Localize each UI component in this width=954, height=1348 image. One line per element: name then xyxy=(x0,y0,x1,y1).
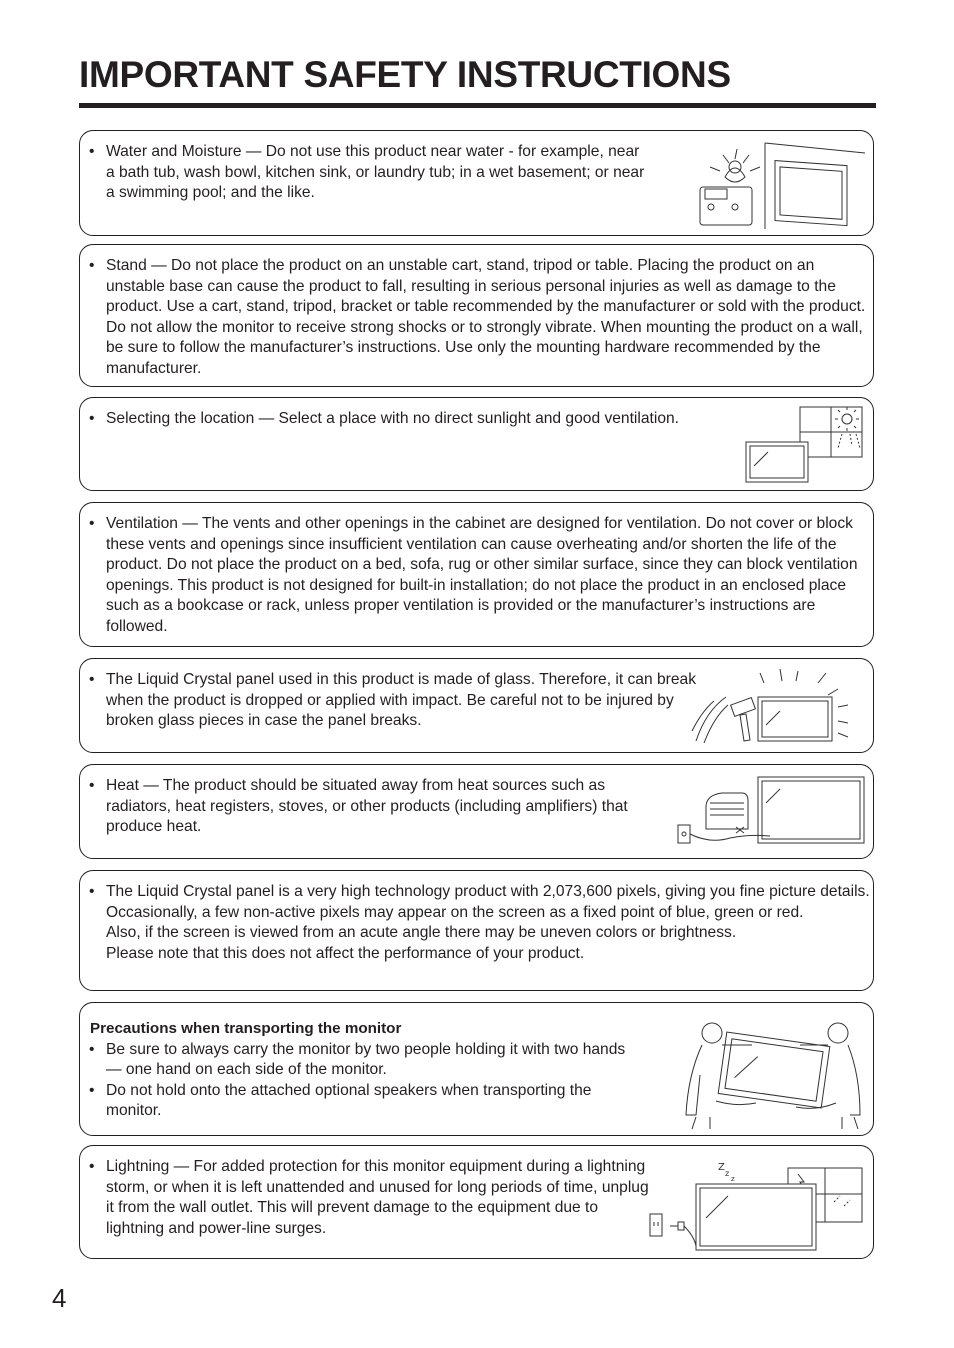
window-sunlight-icon xyxy=(744,406,866,484)
section-stand xyxy=(79,244,874,387)
transport-item-1: • Be sure to always carry the monitor by two people holding it with two hands — one hand on each side of the monitor. xyxy=(80,1040,640,1081)
section-transport xyxy=(79,1002,874,1136)
lightning-text: • Lightning — For added protection for this monitor equipment during a lightning storm, or when it is left unattended and unused for long periods of time, unplug it from the wall outlet. This will prevent damage to the equipment due to lightning and power-line surges. xyxy=(80,1157,655,1239)
section-pixels xyxy=(79,870,874,991)
pixels-line-2: Occasionally, a few non-active pixels may appear on the screen as a fixed point of blue, green or red. xyxy=(106,903,804,921)
water-splash-icon xyxy=(695,137,865,229)
svg-text:Z: Z xyxy=(718,1162,725,1173)
glass-panel-text: • The Liquid Crystal panel used in this product is made of glass. Therefore, it can break when the product is dropped or applied with impact. Be careful not to be injured by broken glass pieces in case the panel breaks. xyxy=(80,670,705,732)
transport-heading: Precautions when transporting the monitor xyxy=(90,1020,402,1037)
heat-text: • Heat — The product should be situated away from heat sources such as radiators, heat registers, stoves, or other products (including amplifiers) that produce heat. xyxy=(80,776,655,838)
page-title: IMPORTANT SAFETY INSTRUCTIONS xyxy=(79,54,731,95)
pixels-text xyxy=(80,882,870,964)
svg-text:z: z xyxy=(725,1169,730,1178)
transport-item-2: • Do not hold onto the attached optional speakers when transporting the monitor. xyxy=(80,1081,640,1122)
unplugged-monitor-icon xyxy=(648,1154,864,1252)
two-people-carrying-icon xyxy=(676,1013,866,1131)
title-underline xyxy=(79,103,876,108)
section-lightning xyxy=(79,1145,874,1259)
svg-text:z: z xyxy=(731,1175,735,1183)
pixels-line-1: • The Liquid Crystal panel is a very high technology product with 2,073,600 pixels, giving you fine picture details. xyxy=(106,883,870,900)
section-water-moisture xyxy=(79,130,874,236)
location-text: • Selecting the location — Select a place with no direct sunlight and good ventilation. xyxy=(80,409,760,430)
pixels-line-4: Please note that this does not affect the performance of your product. xyxy=(106,944,585,962)
hammer-impact-icon xyxy=(688,665,866,747)
heater-near-monitor-icon xyxy=(676,773,866,853)
water-moisture-text: • Water and Moisture — Do not use this product near water - for example, near a bath tub, wash bowl, kitchen sink, or laundry tub; in a wet basement; or near a swimming pool; and the like. xyxy=(80,142,650,204)
section-ventilation xyxy=(79,502,874,647)
section-glass-panel xyxy=(79,658,874,753)
section-heat xyxy=(79,764,874,859)
section-location xyxy=(79,397,874,491)
pixels-line-3: Also, if the screen is viewed from an acute angle there may be uneven colors or brightness. xyxy=(106,924,737,941)
page-number: 4 xyxy=(52,1283,67,1313)
ventilation-text: • Ventilation — The vents and other openings in the cabinet are designed for ventilation. Do not cover or block these vents and openings since insufficient ventilation can cause overheating and/or shorten the life of the product. Do not place the product on a bed, sofa, rug or other similar surface, since they can block ventilation openings. This product is not designed for built-in installation; do not place the product in an enclosed place such as a bookcase or rack, unless proper ventilation is provided or the manufacturer’s instructions are followed. xyxy=(80,514,870,637)
stand-text: • Stand — Do not place the product on an unstable cart, stand, tripod or table. Placing the product on an unstable base can cause the product to fall, resulting in serious personal injuries as well as damage to the product. Use a cart, stand, tripod, bracket or table recommended by the manufacturer or sold with the product. Do not allow the monitor to receive strong shocks or to strongly vibrate. When mounting the product on a wall, be sure to follow the manufacturer’s instructions. Use only the mounting hardware recommended by the manufacturer. xyxy=(80,256,870,379)
